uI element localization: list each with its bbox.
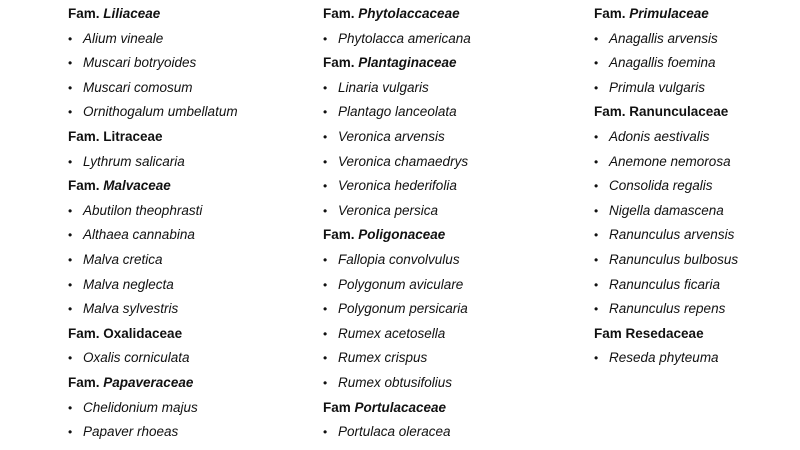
species-item bbox=[323, 248, 471, 273]
species-item bbox=[323, 420, 471, 445]
bullet-icon: • bbox=[68, 31, 73, 46]
family-heading bbox=[68, 322, 238, 347]
family-heading bbox=[68, 371, 238, 396]
species-name: Veronica persica bbox=[338, 202, 439, 218]
family-name: Resedaceae bbox=[625, 325, 704, 341]
species-name: Ranunculus ficaria bbox=[609, 276, 721, 292]
species-name: Veronica hederifolia bbox=[338, 178, 457, 194]
species-name: Malva neglecta bbox=[83, 276, 174, 292]
species-name: Rumex acetosella bbox=[338, 325, 446, 341]
species-name: Anagallis arvensis bbox=[609, 30, 718, 46]
species-name: Reseda phyteuma bbox=[609, 350, 719, 366]
species-name: Polygonum aviculare bbox=[338, 276, 464, 292]
species-name: Alium vineale bbox=[83, 30, 164, 46]
species-name: Ornithogalum umbellatum bbox=[83, 104, 238, 120]
species-item bbox=[68, 27, 238, 52]
bullet-icon: • bbox=[323, 31, 328, 46]
family-name: Oxalidaceae bbox=[103, 325, 183, 341]
family-name: Primulaceae bbox=[629, 6, 709, 21]
species-item bbox=[594, 27, 738, 52]
species-item bbox=[68, 76, 238, 101]
column-2 bbox=[323, 2, 471, 445]
bullet-icon: • bbox=[68, 277, 73, 292]
bullet-icon: • bbox=[594, 351, 599, 366]
bullet-icon: • bbox=[323, 425, 328, 440]
species-item bbox=[594, 199, 738, 224]
species-name: Malva sylvestris bbox=[83, 301, 179, 317]
bullet-icon: • bbox=[323, 105, 328, 120]
species-item bbox=[594, 51, 738, 76]
column-1 bbox=[68, 2, 238, 445]
species-name: Polygonum persicaria bbox=[338, 301, 468, 317]
species-name: Nigella damascena bbox=[609, 202, 724, 218]
species-name: Oxalis corniculata bbox=[83, 350, 190, 366]
species-name: Veronica arvensis bbox=[338, 128, 445, 144]
species-name: Portulaca oleracea bbox=[338, 424, 451, 440]
species-item bbox=[594, 76, 738, 101]
bullet-icon: • bbox=[323, 203, 328, 218]
species-item bbox=[594, 248, 738, 273]
species-item bbox=[68, 420, 238, 445]
species-item bbox=[68, 100, 238, 125]
bullet-icon: • bbox=[323, 252, 328, 267]
family-name: Liliaceae bbox=[103, 6, 161, 21]
family-heading bbox=[594, 322, 738, 347]
bullet-icon: • bbox=[323, 80, 328, 95]
bullet-icon: • bbox=[68, 252, 73, 267]
bullet-icon: • bbox=[68, 425, 73, 440]
species-item bbox=[323, 150, 471, 175]
family-heading bbox=[68, 174, 238, 199]
family-prefix: Fam. bbox=[68, 374, 104, 390]
species-name: Consolida regalis bbox=[609, 178, 713, 194]
bullet-icon: • bbox=[323, 351, 328, 366]
bullet-icon: • bbox=[594, 80, 599, 95]
bullet-icon: • bbox=[594, 179, 599, 194]
species-name: Plantago lanceolata bbox=[338, 104, 457, 120]
family-name: Poligonaceae bbox=[358, 227, 446, 243]
bullet-icon: • bbox=[68, 80, 73, 95]
species-name: Muscari botryoides bbox=[83, 55, 197, 71]
species-name: Phytolacca americana bbox=[338, 30, 471, 46]
bullet-icon: • bbox=[594, 154, 599, 169]
bullet-icon: • bbox=[68, 105, 73, 120]
family-prefix: Fam. bbox=[68, 6, 104, 21]
species-item bbox=[68, 51, 238, 76]
family-heading bbox=[68, 2, 238, 27]
species-item bbox=[323, 273, 471, 298]
species-item bbox=[68, 150, 238, 175]
family-prefix: Fam. bbox=[594, 104, 630, 120]
family-name: Plantaginaceae bbox=[358, 55, 457, 71]
bullet-icon: • bbox=[323, 302, 328, 317]
bullet-icon: • bbox=[594, 31, 599, 46]
family-prefix: Fam. bbox=[323, 227, 359, 243]
family-prefix: Fam. bbox=[68, 325, 104, 341]
species-item bbox=[68, 346, 238, 371]
species-name: Ranunculus repens bbox=[609, 301, 726, 317]
species-item bbox=[68, 396, 238, 421]
family-prefix: Fam. bbox=[594, 6, 630, 21]
bullet-icon: • bbox=[594, 277, 599, 292]
species-name: Abutilon theophrasti bbox=[83, 202, 203, 218]
species-item bbox=[594, 297, 738, 322]
species-item bbox=[323, 322, 471, 347]
species-name: Anagallis foemina bbox=[609, 55, 716, 71]
family-prefix: Fam bbox=[323, 399, 355, 415]
species-item bbox=[594, 150, 738, 175]
family-heading bbox=[323, 51, 471, 76]
family-prefix: Fam. bbox=[323, 6, 359, 21]
family-heading bbox=[323, 223, 471, 248]
species-name: Malva cretica bbox=[83, 251, 163, 267]
species-item bbox=[323, 346, 471, 371]
bullet-icon: • bbox=[323, 154, 328, 169]
species-name: Linaria vulgaris bbox=[338, 79, 429, 95]
family-prefix: Fam. bbox=[68, 178, 104, 194]
bullet-icon: • bbox=[68, 351, 73, 366]
species-name: Veronica chamaedrys bbox=[338, 153, 469, 169]
family-name: Papaveraceae bbox=[103, 374, 194, 390]
species-item bbox=[323, 27, 471, 52]
bullet-icon: • bbox=[323, 179, 328, 194]
family-heading bbox=[323, 2, 471, 27]
species-name: Lythrum salicaria bbox=[83, 153, 185, 169]
bullet-icon: • bbox=[323, 326, 328, 341]
species-item bbox=[323, 371, 471, 396]
species-item bbox=[68, 199, 238, 224]
family-name: Phytolaccaceae bbox=[358, 6, 460, 21]
bullet-icon: • bbox=[594, 302, 599, 317]
family-name: Litraceae bbox=[103, 128, 163, 144]
family-prefix: Fam. bbox=[68, 128, 104, 144]
family-prefix: Fam bbox=[594, 325, 626, 341]
species-name: Adonis aestivalis bbox=[609, 128, 710, 144]
species-item bbox=[323, 100, 471, 125]
species-name: Rumex obtusifolius bbox=[338, 374, 453, 390]
family-prefix: Fam. bbox=[323, 55, 359, 71]
family-name: Malvaceae bbox=[103, 178, 171, 194]
bullet-icon: • bbox=[594, 252, 599, 267]
bullet-icon: • bbox=[68, 400, 73, 415]
species-name: Muscari comosum bbox=[83, 79, 193, 95]
species-item bbox=[323, 174, 471, 199]
species-item bbox=[68, 273, 238, 298]
species-name: Papaver rhoeas bbox=[83, 424, 179, 440]
bullet-icon: • bbox=[68, 154, 73, 169]
species-name: Chelidonium majus bbox=[83, 399, 198, 415]
family-name: Portulacaceae bbox=[354, 399, 447, 415]
bullet-icon: • bbox=[68, 56, 73, 71]
species-item bbox=[323, 125, 471, 150]
species-item bbox=[323, 297, 471, 322]
bullet-icon: • bbox=[594, 228, 599, 243]
species-name: Primula vulgaris bbox=[609, 79, 706, 95]
species-item bbox=[323, 76, 471, 101]
species-name: Althaea cannabina bbox=[83, 227, 195, 243]
bullet-icon: • bbox=[323, 277, 328, 292]
species-name: Anemone nemorosa bbox=[609, 153, 731, 169]
species-item bbox=[594, 273, 738, 298]
species-item bbox=[594, 174, 738, 199]
bullet-icon: • bbox=[323, 129, 328, 144]
species-item bbox=[68, 248, 238, 273]
species-name: Ranunculus bulbosus bbox=[609, 251, 739, 267]
species-name: Fallopia convolvulus bbox=[338, 251, 460, 267]
family-heading bbox=[68, 125, 238, 150]
bullet-icon: • bbox=[68, 302, 73, 317]
column-3 bbox=[594, 2, 738, 371]
bullet-icon: • bbox=[323, 375, 328, 390]
bullet-icon: • bbox=[594, 203, 599, 218]
species-item bbox=[323, 199, 471, 224]
family-name: Ranunculaceae bbox=[629, 104, 729, 120]
species-item bbox=[594, 346, 738, 371]
family-heading bbox=[594, 100, 738, 125]
family-heading bbox=[323, 396, 471, 421]
bullet-icon: • bbox=[68, 228, 73, 243]
species-item bbox=[594, 125, 738, 150]
family-heading bbox=[594, 2, 738, 27]
species-name: Ranunculus arvensis bbox=[609, 227, 735, 243]
bullet-icon: • bbox=[594, 56, 599, 71]
bullet-icon: • bbox=[68, 203, 73, 218]
bullet-icon: • bbox=[594, 129, 599, 144]
species-item bbox=[594, 223, 738, 248]
species-item bbox=[68, 297, 238, 322]
species-name: Rumex crispus bbox=[338, 350, 428, 366]
species-item bbox=[68, 223, 238, 248]
